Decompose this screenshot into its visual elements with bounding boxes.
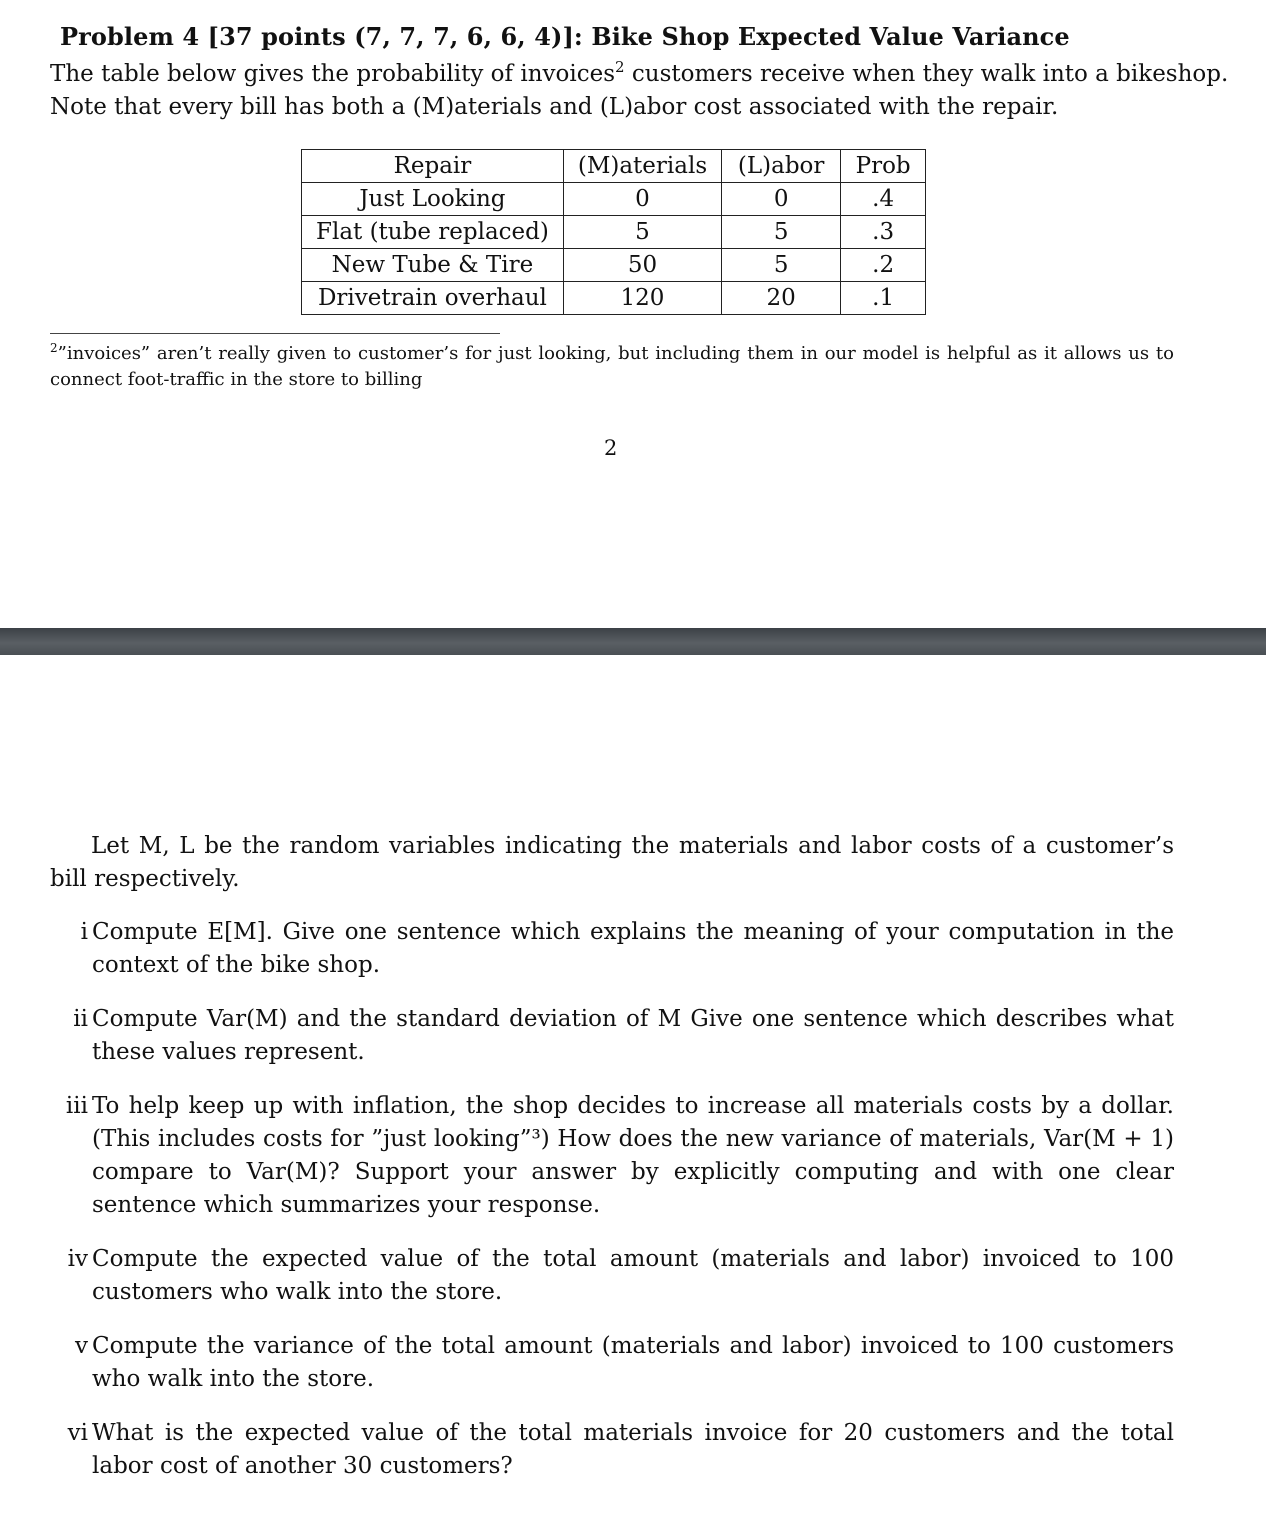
table-cell: .4 bbox=[841, 183, 926, 216]
list-item bbox=[50, 916, 1174, 982]
table-row bbox=[302, 282, 926, 315]
list-item bbox=[50, 1090, 1174, 1222]
intro-line-2: Note that every bill has both a (M)aterials and (L)abor cost associated with the repair. bbox=[50, 94, 1059, 120]
list-item bbox=[50, 1243, 1174, 1309]
list-item bbox=[50, 1417, 1174, 1483]
table-cell: 0 bbox=[563, 183, 721, 216]
repair-cost-table bbox=[301, 149, 926, 315]
footnote-mark: 2 bbox=[50, 341, 58, 355]
table-cell: Just Looking bbox=[302, 183, 564, 216]
header-cell: (M)aterials bbox=[563, 150, 721, 183]
table-cell: Flat (tube replaced) bbox=[302, 216, 564, 249]
question-text: What is the expected value of the total materials invoice for 20 customers and the total labor cost of another 30 customers? bbox=[92, 1420, 1174, 1479]
table-cell: 5 bbox=[722, 249, 841, 282]
question-number: v bbox=[75, 1333, 88, 1359]
problem-intro bbox=[50, 58, 1229, 124]
table-cell: 120 bbox=[563, 282, 721, 315]
header-cell: (L)abor bbox=[722, 150, 841, 183]
question-text: Compute the expected value of the total amount (materials and labor) invoiced to 100 customers who walk into the store. bbox=[92, 1246, 1174, 1305]
question-number: iv bbox=[67, 1246, 88, 1272]
random-variable-statement: Let M, L be the random variables indicating the materials and labor costs of a customer’s bill respectively. bbox=[50, 833, 1174, 892]
footnote-reference[interactable]: 2 bbox=[615, 58, 625, 76]
question-text: Compute E[M]. Give one sentence which explains the meaning of your computation in the context of the bike shop. bbox=[92, 919, 1174, 978]
pdf-page-top bbox=[0, 0, 1266, 628]
footnote-divider bbox=[50, 333, 500, 334]
table-cell: .3 bbox=[841, 216, 926, 249]
footnote bbox=[50, 341, 1174, 393]
header-cell: Repair bbox=[302, 150, 564, 183]
question-list bbox=[50, 916, 1174, 1504]
page-separator bbox=[0, 628, 1266, 655]
intro-text: The table below gives the probability of invoices bbox=[50, 61, 616, 87]
footnote-text: ”invoices” aren’t really given to customer’s for just looking, but including them in our model is helpful as it allows us to connect foot-traffic in the store to billing bbox=[50, 343, 1174, 390]
question-number: ii bbox=[73, 1006, 88, 1032]
table-row bbox=[302, 216, 926, 249]
table-cell: .1 bbox=[841, 282, 926, 315]
list-item bbox=[50, 1330, 1174, 1396]
intro-line-1 bbox=[50, 58, 1229, 91]
question-text: Compute the variance of the total amount (materials and labor) invoiced to 100 customers who walk into the store. bbox=[92, 1333, 1174, 1392]
intro-text: customers receive when they walk into a bikeshop. bbox=[624, 61, 1229, 87]
question-number: iii bbox=[65, 1093, 88, 1119]
table-row bbox=[302, 183, 926, 216]
table-cell: 50 bbox=[563, 249, 721, 282]
table-row bbox=[302, 249, 926, 282]
table-cell: 5 bbox=[563, 216, 721, 249]
question-text: Compute Var(M) and the standard deviation of M Give one sentence which describes what these values represent. bbox=[92, 1006, 1174, 1065]
table-cell: New Tube & Tire bbox=[302, 249, 564, 282]
table-cell: Drivetrain overhaul bbox=[302, 282, 564, 315]
table-cell: 5 bbox=[722, 216, 841, 249]
question-text: To help keep up with inflation, the shop decides to increase all materials costs by a dollar. (This includes costs for ”just looking”³) How does the new variance of materials, Var(M + 1) compare to Var(M)? Support your answer by explicitly computing and with one clear sentence which summarizes your response. bbox=[92, 1093, 1174, 1218]
header-cell: Prob bbox=[841, 150, 926, 183]
problem-title: Problem 4 [37 points (7, 7, 7, 6, 6, 4)]: Bike Shop Expected Value Variance bbox=[60, 22, 1070, 51]
question-number: vi bbox=[67, 1420, 88, 1446]
table-header-row bbox=[302, 150, 926, 183]
list-item bbox=[50, 1003, 1174, 1069]
table-cell: .2 bbox=[841, 249, 926, 282]
table-cell: 20 bbox=[722, 282, 841, 315]
page-number: 2 bbox=[604, 436, 618, 460]
table-cell: 0 bbox=[722, 183, 841, 216]
question-number: i bbox=[80, 919, 88, 945]
